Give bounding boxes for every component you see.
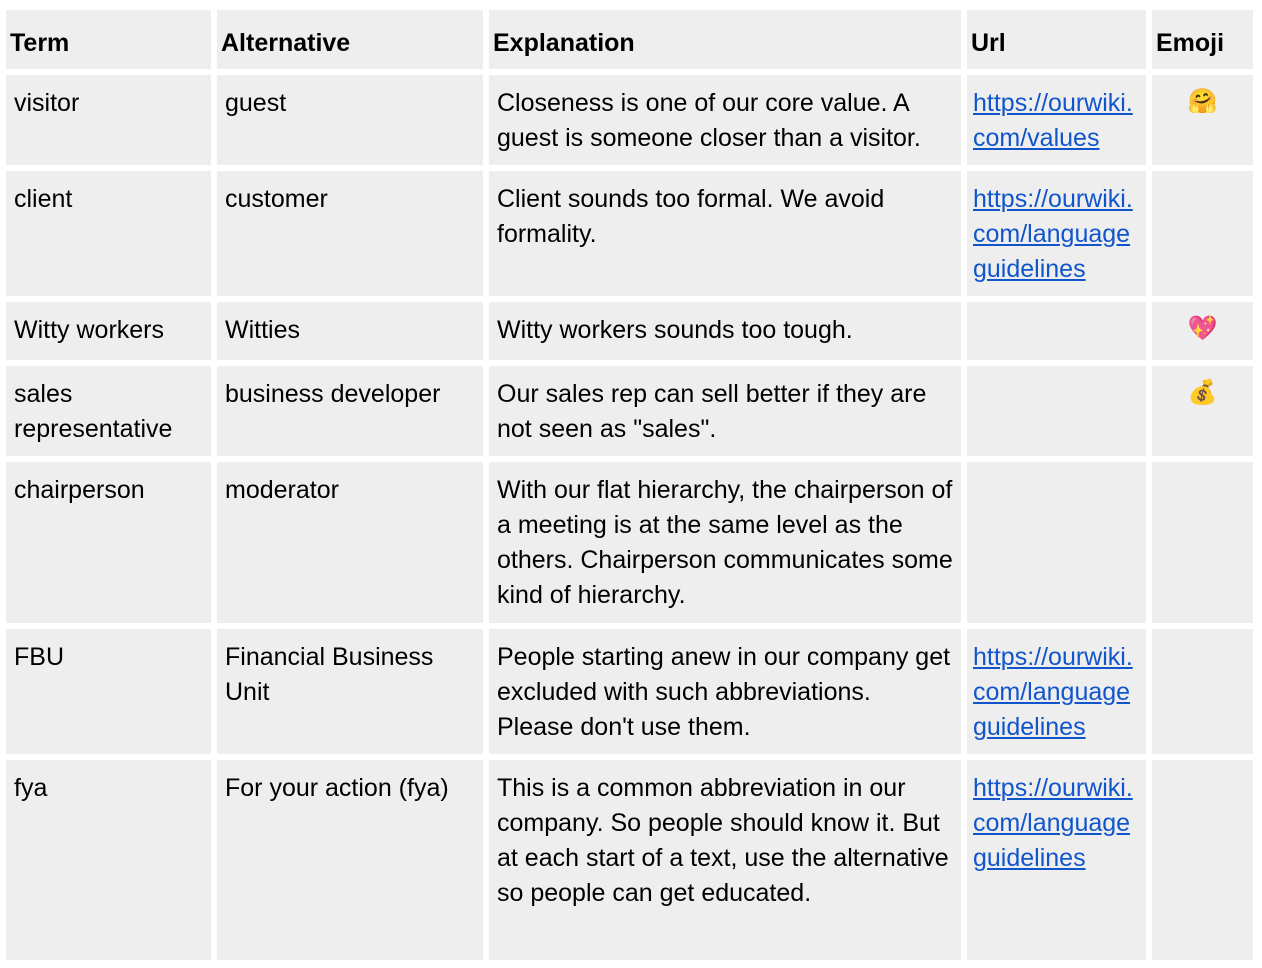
cell-alternative: Witties [217,302,483,360]
cell-term: client [6,171,211,296]
cell-explanation: Witty workers sounds too tough. [489,302,961,360]
cell-explanation: Closeness is one of our core value. A guest is someone closer than a visitor. [489,75,961,165]
url-link[interactable]: https://ourwiki.com/languageguidelines [973,643,1133,741]
money-bag-emoji-icon: 💰 [1152,366,1253,456]
terminology-table [6,10,1253,960]
cell-explanation: Client sounds too formal. We avoid formality. [489,171,961,296]
cell-url [967,462,1146,623]
cell-emoji [1152,760,1253,960]
cell-emoji [1152,462,1253,623]
url-link[interactable]: https://ourwiki.com/languageguidelines [973,774,1133,872]
cell-url [967,75,1146,165]
cell-emoji [1152,629,1253,754]
header-alternative: Alternative [217,10,483,69]
cell-alternative: For your action (fya) [217,760,483,960]
cell-alternative: guest [217,75,483,165]
header-term: Term [6,10,211,69]
cell-url [967,629,1146,754]
cell-url [967,366,1146,456]
cell-alternative: customer [217,171,483,296]
cell-url [967,302,1146,360]
url-link[interactable]: https://ourwiki.com/languageguidelines [973,185,1133,283]
header-url: Url [967,10,1146,69]
cell-url [967,760,1146,960]
cell-alternative: moderator [217,462,483,623]
cell-term: fya [6,760,211,960]
url-link[interactable]: https://ourwiki.com/values [973,89,1133,152]
cell-alternative: business developer [217,366,483,456]
cell-explanation: This is a common abbreviation in our company. So people should know it. But at each start of a text, use the alternative so people can get educated. [489,760,961,960]
cell-term: FBU [6,629,211,754]
cell-explanation: With our flat hierarchy, the chairperson of a meeting is at the same level as the others. Chairperson communicates some kind of hierarchy. [489,462,961,623]
cell-term: sales representative [6,366,211,456]
cell-explanation: People starting anew in our company get excluded with such abbreviations. Please don't use them. [489,629,961,754]
cell-term: Witty workers [6,302,211,360]
header-explanation: Explanation [489,10,961,69]
sparkling-heart-emoji-icon: 💖 [1152,302,1253,360]
cell-term: chairperson [6,462,211,623]
cell-explanation: Our sales rep can sell better if they are not seen as "sales". [489,366,961,456]
cell-alternative: Financial Business Unit [217,629,483,754]
hugging-face-emoji-icon: 🤗 [1152,75,1253,165]
cell-url [967,171,1146,296]
header-emoji: Emoji [1152,10,1253,69]
cell-term: visitor [6,75,211,165]
cell-emoji [1152,171,1253,296]
